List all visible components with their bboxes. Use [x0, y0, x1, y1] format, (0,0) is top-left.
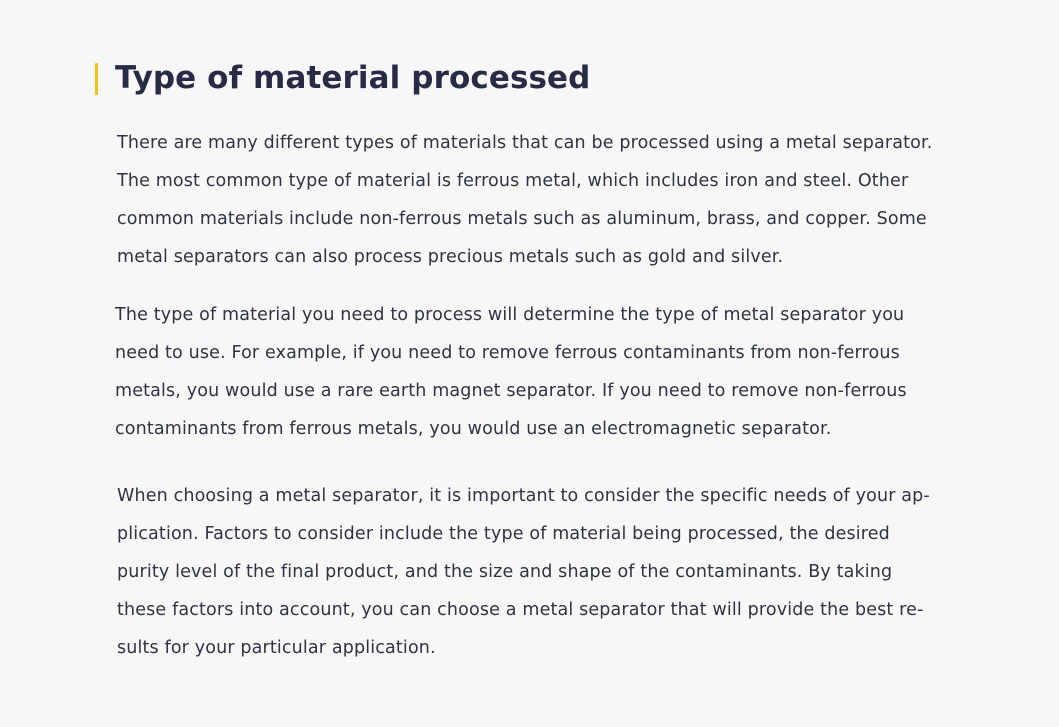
paragraph-separator-choice: [115, 296, 907, 448]
paragraph-line: When choosing a metal separator, it is important to consider the specific needs of your ap-: [117, 486, 930, 506]
paragraph-line: need to use. For example, if you need to remove ferrous contaminants from non-ferrous: [115, 343, 900, 363]
paragraph-line: The most common type of material is ferrous metal, which includes iron and steel. Other: [117, 171, 909, 191]
paragraph-line: There are many different types of materials that can be processed using a metal separator.: [117, 133, 933, 153]
heading-accent-bar: [95, 63, 98, 95]
paragraph-line: The type of material you need to process will determine the type of metal separator you: [115, 305, 905, 325]
paragraph-line: plication. Factors to consider include the type of material being processed, the desired: [117, 524, 890, 544]
paragraph-line: common materials include non-ferrous metals such as aluminum, brass, and copper. Some: [117, 209, 927, 229]
paragraph-line: sults for your particular application.: [117, 638, 436, 658]
paragraph-line: metal separators can also process precious metals such as gold and silver.: [117, 247, 784, 267]
section-heading: Type of material processed: [115, 60, 591, 96]
paragraph-material-types: [117, 124, 932, 276]
paragraph-line: metals, you would use a rare earth magnet separator. If you need to remove non-ferrous: [115, 381, 907, 401]
paragraph-line: contaminants from ferrous metals, you would use an electromagnetic separator.: [115, 419, 832, 439]
paragraph-line: purity level of the final product, and the size and shape of the contaminants. By taking: [117, 562, 893, 582]
paragraph-considerations: [117, 477, 930, 667]
paragraph-line: these factors into account, you can choose a metal separator that will provide the best re-: [117, 600, 924, 620]
